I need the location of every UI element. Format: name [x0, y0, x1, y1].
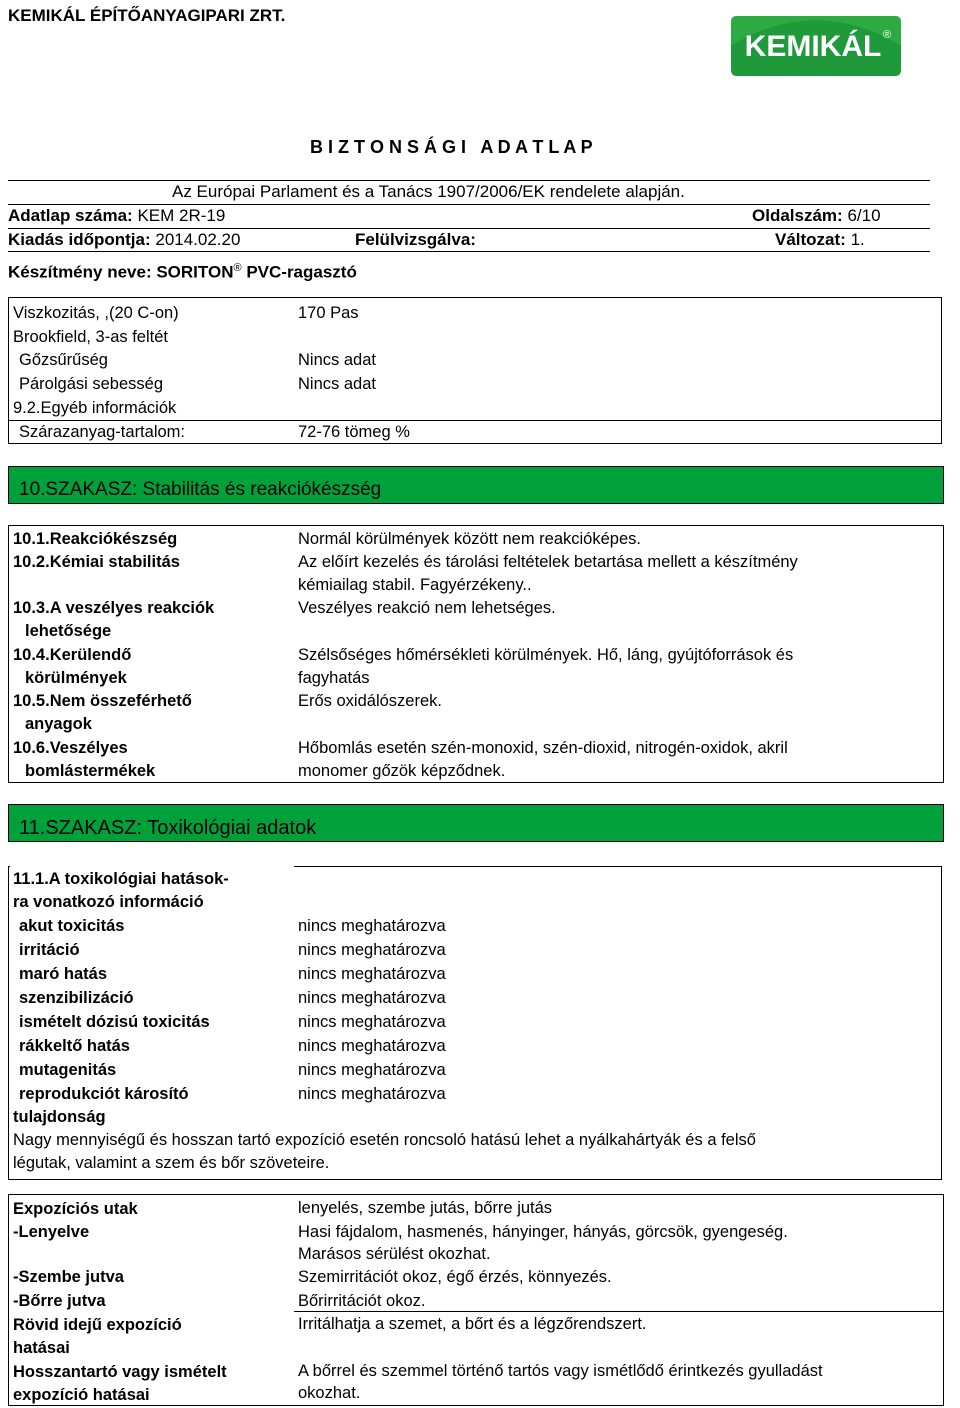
product-registered-mark: ®	[233, 262, 242, 274]
prop-row	[13, 302, 179, 324]
tox-intro-cont: ra vonatkozó információ	[13, 893, 204, 911]
sheet-number-value: KEM 2R-19	[137, 206, 226, 225]
prop-row	[13, 326, 168, 348]
exposure-label: Hosszantartó vagy ismételt	[13, 1363, 227, 1381]
stability-label: 10.1.Reakciókészség	[13, 530, 178, 548]
exposure-label-cont: expozíció hatásai	[13, 1386, 150, 1404]
header-rule-1	[8, 180, 930, 181]
exposure-label: Rövid idejű expozíció	[13, 1316, 182, 1334]
prop-value	[298, 349, 376, 371]
tox-value: nincs meghatározva	[298, 941, 446, 959]
version-value: 1.	[850, 230, 865, 249]
prop-label: Gőzsűrűség	[19, 351, 108, 369]
sheet-number-label: Adatlap száma:	[8, 206, 133, 225]
stability-label: 10.2.Kémiai stabilitás	[13, 553, 180, 571]
tox-value: nincs meghatározva	[298, 1061, 446, 1079]
tox-label: irritáció	[19, 941, 80, 959]
exposure-value: A bőrrel és szemmel történő tartós vagy ismétlődő érintkezés gyulladást	[298, 1362, 823, 1380]
stability-value: Erős oxidálószerek.	[298, 692, 442, 710]
version	[775, 230, 865, 250]
tox-value: nincs meghatározva	[298, 917, 446, 935]
issue-date	[8, 230, 240, 250]
section-10-header	[8, 466, 944, 504]
tox-note-cont: légutak, valamint a szem és bőr szöveteire.	[13, 1154, 330, 1172]
stability-label-cont: körülmények	[25, 669, 127, 687]
logo-text: KEMIKÁL	[744, 30, 882, 63]
tox-value: nincs meghatározva	[298, 989, 446, 1007]
prop-row	[13, 397, 176, 419]
tox-label: mutagenitás	[19, 1061, 117, 1079]
exposure-value-cont: okozhat.	[298, 1384, 361, 1402]
exposure-label-cont: hatásai	[13, 1339, 70, 1357]
stability-value-cont: monomer gőzök képződnek.	[298, 762, 506, 780]
tox-value: nincs meghatározva	[298, 1085, 446, 1103]
exposure-value: Hasi fájdalom, hasmenés, hányinger, hányás, görcsök, gyengeség.	[298, 1223, 788, 1241]
prop-row	[19, 421, 185, 443]
prop-value-text: 72-76 tömeg %	[298, 423, 410, 441]
exposure-value: Szemirritációt okoz, égő érzés, könnyezés.	[298, 1268, 612, 1286]
tox-label: szenzibilizáció	[19, 989, 134, 1007]
exposure-value: Irritálhatja a szemet, a bőrt és a légzőrendszert.	[298, 1315, 647, 1333]
sheet-number	[8, 206, 225, 226]
regulation-text: Az Európai Parlament és a Tanács 1907/2006/EK rendelete alapján.	[172, 182, 685, 201]
logo-registered-mark: ®	[883, 29, 892, 41]
stability-value-cont: kémiailag stabil. Fagyérzékeny..	[298, 576, 532, 594]
prop-label: Szárazanyag-tartalom:	[19, 423, 185, 441]
stability-value: Normál körülmények között nem reakcióképes.	[298, 530, 641, 548]
prop-label: Párolgási sebesség	[19, 375, 164, 393]
stability-label: 10.6.Veszélyes	[13, 739, 128, 757]
stability-value-cont: fagyhatás	[298, 669, 370, 687]
prop-value-text: Nincs adat	[298, 351, 376, 369]
table-notch	[10, 866, 294, 867]
stability-label: 10.4.Kerülendő	[13, 646, 132, 664]
stability-label: 10.3.A veszélyes reakciók	[13, 599, 215, 617]
tox-label: rákkeltő hatás	[19, 1037, 130, 1055]
stability-value: Az előírt kezelés és tárolási feltételek betartása mellett a készítmény	[298, 553, 798, 571]
exposure-label: Expozíciós utak	[13, 1200, 138, 1218]
tox-value: nincs meghatározva	[298, 1013, 446, 1031]
product-name	[8, 258, 357, 283]
tox-label-cont: tulajdonság	[13, 1108, 106, 1126]
prop-value-text: Nincs adat	[298, 375, 376, 393]
tox-value: nincs meghatározva	[298, 1037, 446, 1055]
page-number	[752, 206, 881, 226]
tox-label: reprodukciót károsító	[19, 1085, 189, 1103]
stability-label-cont: lehetősége	[25, 622, 112, 640]
tox-label: ismételt dózisú toxicitás	[19, 1013, 210, 1031]
logo-graphic	[727, 12, 905, 80]
prop-value	[298, 421, 410, 443]
page-number-value: 6/10	[847, 206, 881, 225]
stability-label-cont: anyagok	[25, 715, 92, 733]
tox-value: nincs meghatározva	[298, 965, 446, 983]
stability-value: Veszélyes reakció nem lehetséges.	[298, 599, 556, 617]
exposure-label: -Bőrre jutva	[13, 1292, 106, 1310]
exposure-label: -Lenyelve	[13, 1223, 90, 1241]
product-name-suffix: PVC-ragasztó	[246, 262, 357, 282]
prop-value	[298, 373, 376, 395]
stability-label-cont: bomlástermékek	[25, 762, 156, 780]
stability-value: Szélsőséges hőmérsékleti körülmények. Hő, láng, gyújtóforrások és	[298, 646, 794, 664]
prop-row	[19, 349, 108, 371]
prop-label: Viszkozitás, ,(20 C-on)	[13, 304, 179, 322]
prop-row	[19, 373, 163, 395]
tox-note: Nagy mennyiségű és hosszan tartó expozíció esetén roncsoló hatású lehet a nyálkahártyák és a felső	[13, 1131, 756, 1149]
prop-value-text: 170 Pas	[298, 304, 359, 322]
header-rule-3	[8, 228, 930, 229]
company-name: KEMIKÁL ÉPÍTŐANYAGIPARI ZRT.	[8, 6, 286, 25]
review-label: Felülvizsgálva:	[355, 230, 476, 249]
document-title: B I Z T O N S Á G I A D A T L A P	[310, 137, 593, 157]
exposure-value: Bőrirritációt okoz.	[298, 1292, 426, 1310]
header-rule-2	[8, 204, 930, 205]
section-11-header	[8, 804, 944, 842]
prop-label: 9.2.Egyéb információk	[13, 399, 177, 417]
section-11-title: 11.SZAKASZ: Toxikológiai adatok	[19, 817, 317, 839]
section-10-title: 10.SZAKASZ: Stabilitás és reakciókészség	[19, 479, 382, 500]
kemikal-logo	[727, 12, 905, 80]
product-name-label: Készítmény neve: SORITON	[8, 262, 234, 282]
page-number-label: Oldalszám:	[752, 206, 843, 225]
exposure-label: -Szembe jutva	[13, 1268, 124, 1286]
tox-label: maró hatás	[19, 965, 108, 983]
stability-value: Hőbomlás esetén szén-monoxid, szén-dioxid, nitrogén-oxidok, akril	[298, 739, 788, 757]
prop-value	[298, 302, 359, 324]
prop-label: Brookfield, 3-as feltét	[13, 328, 168, 346]
exposure-value-cont: Marásos sérülést okozhat.	[298, 1245, 491, 1263]
stability-label: 10.5.Nem összeférhető	[13, 692, 192, 710]
version-label: Változat:	[775, 230, 846, 249]
issue-date-label: Kiadás időpontja:	[8, 230, 151, 249]
issue-date-value: 2014.02.20	[155, 230, 241, 249]
header-rule-4	[8, 251, 930, 252]
tox-label: akut toxicitás	[19, 917, 125, 935]
exposure-value: lenyelés, szembe jutás, bőrre jutás	[298, 1199, 553, 1217]
tox-intro: 11.1.A toxikológiai hatások-	[13, 870, 229, 888]
